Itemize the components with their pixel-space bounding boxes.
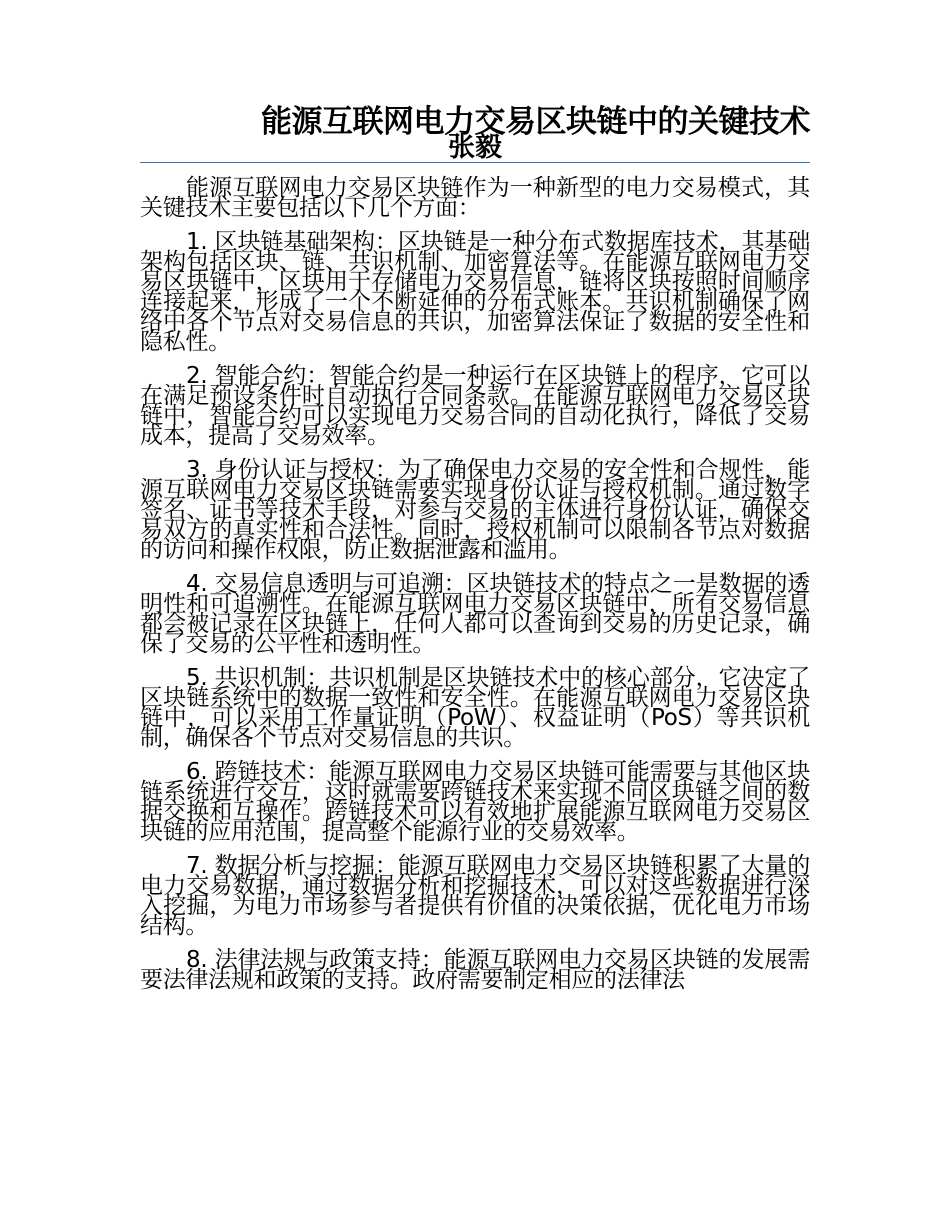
title-divider <box>140 162 810 163</box>
document-title: 能源互联网电力交易区块链中的关键技术 <box>261 104 810 140</box>
paragraph-transparency: 4. 交易信息透明与可追溯：区块链技术的特点之一是数据的透明性和可追溯性。在能源互联网电力交易区块链中，所有交易信息都会被记录在区块链上，任何人都可以查询到交易的历史记录，确保了交易的公平性和透明性。 <box>140 571 810 657</box>
paragraph-cross-chain: 6. 跨链技术：能源互联网电力交易区块链可能需要与其他区块链系统进行交互，这时就需要跨链技术来实现不同区块链之间的数据交换和互操作。跨链技术可以有效地扩展能源互联网电力交易区块链的应用范围，提高整个能源行业的交易效率。 <box>140 759 810 845</box>
paragraph-consensus: 5. 共识机制：共识机制是区块链技术中的核心部分，它决定了区块链系统中的数据一致性和安全性。在能源互联网电力交易区块链中，可以采用工作量证明（PoW）、权益证明（PoS）等共识机制，确保各个节点对交易信息的共识。 <box>140 665 810 751</box>
document-body <box>140 175 810 1004</box>
document-author: 张毅 <box>448 132 502 163</box>
paragraph-smart-contract: 2. 智能合约：智能合约是一种运行在区块链上的程序，它可以在满足预设条件时自动执行合同条款。在能源互联网电力交易区块链中，智能合约可以实现电力交易合同的自动化执行，降低了交易成本，提高了交易效率。 <box>140 363 810 449</box>
paragraph-blockchain-architecture: 1. 区块链基础架构：区块链是一种分布式数据库技术，其基础架构包括区块、链、共识机制、加密算法等。在能源互联网电力交易区块链中，区块用于存储电力交易信息，链将区块按照时间顺序连接起来，形成了一个不断延伸的分布式账本。共识机制确保了网络中各个节点对交易信息的共识，加密算法保证了数据的安全性和隐私性。 <box>140 229 810 355</box>
paragraph-identity-auth: 3. 身份认证与授权：为了确保电力交易的安全性和合规性，能源互联网电力交易区块链需要实现身份认证与授权机制。通过数字签名、证书等技术手段，对参与交易的主体进行身份认证，确保交易双方的真实性和合法性。同时，授权机制可以限制各节点对数据的访问和操作权限，防止数据泄露和滥用。 <box>140 457 810 563</box>
paragraph-intro: 能源互联网电力交易区块链作为一种新型的电力交易模式，其关键技术主要包括以下几个方面： <box>140 175 810 221</box>
paragraph-data-analysis: 7. 数据分析与挖掘：能源互联网电力交易区块链积累了大量的电力交易数据，通过数据分析和挖掘技术，可以对这些数据进行深入挖掘，为电力市场参与者提供有价值的决策依据，优化电力市场结构。 <box>140 853 810 939</box>
paragraph-legal-policy: 8. 法律法规与政策支持：能源互联网电力交易区块链的发展需要法律法规和政策的支持。政府需要制定相应的法律法 <box>140 947 810 993</box>
